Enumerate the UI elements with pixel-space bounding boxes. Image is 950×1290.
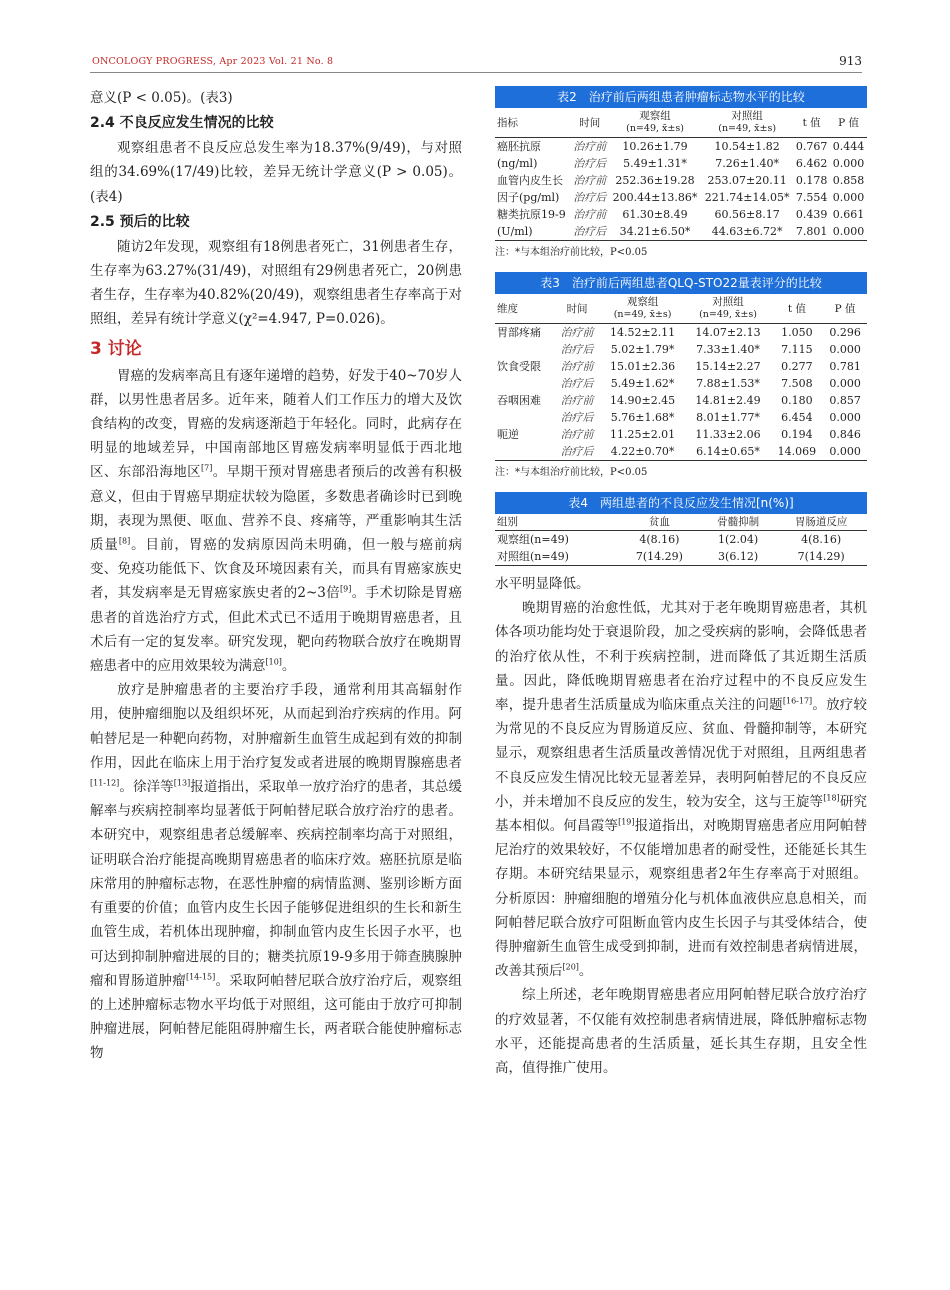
table-cell [495, 409, 554, 426]
table-cell: 5.02±1.79* [610, 343, 675, 356]
table-header: P 值 [823, 294, 867, 324]
table-header: 维度 [495, 294, 554, 324]
table-cell: 1(2.04) [718, 533, 759, 546]
conclusion-paragraph: 综上所述，老年晚期胃癌患者应用阿帕替尼联合放疗治疗的疗效显著，不仅能有效控制患者病情进展，降低肿瘤标志物水平，还能提高患者的生活质量，延长其生存期，且安全性高，值得推广使用。 [495, 987, 867, 1077]
citation: [7] [200, 463, 213, 473]
table-3-grid [495, 294, 867, 461]
table-4-caption: 表4 两组患者的不良反应发生情况[n(%)] [495, 492, 867, 514]
citation: [8] [118, 536, 131, 546]
table-cell: 0.858 [832, 174, 865, 187]
table-cell: 0.000 [829, 377, 861, 390]
table-cell: 14.07±2.13 [695, 326, 761, 339]
table-cell: 15.14±2.27 [695, 360, 761, 373]
table-header: 对照组 (n=49, x̄±s) [685, 294, 770, 324]
table-header: 观察组 (n=49, x̄±s) [600, 294, 685, 324]
table-header: P 值 [830, 108, 867, 138]
table-4-grid [495, 514, 867, 566]
table-2-note: 注：*与本组治疗前比较，P<0.05 [495, 247, 648, 258]
table-row [495, 375, 867, 392]
table-cell: 7.88±1.53* [696, 377, 760, 390]
paragraph-continued: 水平明显降低。 [495, 576, 590, 592]
table-cell: 6.454 [781, 411, 813, 424]
table-cell: 14.52±2.11 [609, 326, 676, 339]
table-header: 对照组 (n=49, x̄±s) [701, 108, 793, 138]
table-3-body [495, 324, 867, 461]
paragraph-continued: 意义(P < 0.05)。(表3) [90, 90, 233, 106]
table-cell: 60.56±8.17 [714, 208, 780, 221]
table-cell [495, 443, 554, 461]
table-cell: 5.49±1.62* [610, 377, 675, 390]
table-row [495, 206, 867, 223]
citation: [18] [823, 793, 840, 803]
citation: [19] [618, 817, 635, 827]
table-cell: 6.462 [795, 157, 828, 170]
table-row [495, 443, 867, 461]
table-cell [495, 375, 554, 392]
table-header: 指标 [495, 108, 571, 138]
citation: [16-17] [782, 696, 813, 706]
table-cell: 治疗前 [573, 140, 607, 153]
table-cell: 4(8.16) [639, 533, 680, 546]
table-cell: 0.000 [832, 191, 865, 204]
table-cell: 14.069 [771, 443, 823, 461]
section-2-5-text: 随访2年发现，观察组有18例患者死亡，31例患者生存，生存率为63.27%(31/49)，对照组有29例患者死亡，20例患者生存，生存率为40.82%(20/49)，观察组患者生存率高于对照组，差异有统计学意义(χ²=4.947, P=0.026)。 [90, 238, 462, 328]
table-cell: 0.194 [781, 428, 813, 441]
table-cell: 治疗前 [573, 208, 607, 221]
table-row [495, 155, 867, 172]
table-cell: 34.21±6.50* [609, 223, 701, 241]
table-header: 贫血 [618, 514, 701, 531]
table-header: 组别 [495, 514, 618, 531]
table-cell: 观察组(n=49) [497, 533, 569, 546]
table-cell: 血管内皮生长 [497, 174, 563, 187]
table-cell: 0.000 [832, 157, 865, 170]
table-cell: 7(14.29) [618, 548, 701, 566]
citation: [11-12] [90, 778, 120, 788]
table-cell: 治疗后 [573, 191, 607, 204]
table-cell: 253.07±20.11 [707, 174, 787, 187]
table-cell: 治疗前 [560, 326, 594, 339]
table-3-caption: 表3 治疗前后两组患者QLQ-STO22量表评分的比较 [495, 272, 867, 294]
table-row [495, 426, 867, 443]
table-cell: 0.178 [795, 174, 828, 187]
table-cell: 10.26±1.79 [622, 140, 688, 153]
table-cell: 癌胚抗原 [497, 140, 541, 153]
table-cell: 0.781 [829, 360, 861, 373]
table-cell: 0.444 [832, 140, 865, 153]
table-cell: 胃部疼痛 [497, 326, 541, 339]
table-cell: 1.050 [781, 326, 813, 339]
table-cell: 7.801 [793, 223, 830, 241]
table-cell: 治疗前 [560, 394, 594, 407]
table-header: 时间 [554, 294, 600, 324]
table-cell: 15.01±2.36 [609, 360, 676, 373]
section-3-title: 3 讨论 [90, 338, 142, 359]
table-row [495, 548, 867, 566]
table-cell: 治疗后 [560, 411, 594, 424]
table-cell: (ng/ml) [497, 157, 538, 170]
table-cell: 10.54±1.82 [714, 140, 780, 153]
table-2-grid [495, 108, 867, 241]
table-2 [495, 86, 867, 258]
left-column [90, 86, 462, 1066]
table-cell: 治疗前 [573, 174, 607, 187]
table-cell: 0.661 [832, 208, 865, 221]
table-cell: 0.767 [795, 140, 828, 153]
section-2-4-title: 2.4 不良反应发生情况的比较 [90, 115, 274, 132]
table-header: t 值 [793, 108, 830, 138]
table-header: 胃肠道反应 [775, 514, 867, 531]
section-2-5-title: 2.5 预后的比较 [90, 213, 190, 230]
table-cell: 治疗前 [560, 360, 594, 373]
table-header: 时间 [571, 108, 609, 138]
table-4 [495, 492, 867, 566]
table-header: 观察组 (n=49, x̄±s) [609, 108, 701, 138]
table-row [495, 358, 867, 375]
table-cell: 治疗后 [554, 443, 600, 461]
table-cell: 14.81±2.49 [695, 394, 761, 407]
table-cell: 0.439 [795, 208, 828, 221]
table-3-note: 注：*与本组治疗前比较，P<0.05 [495, 467, 648, 478]
table-cell: 0.000 [830, 223, 867, 241]
table-cell: 0.000 [823, 443, 867, 461]
table-cell: 对照组(n=49) [495, 548, 618, 566]
table-cell: 0.296 [829, 326, 861, 339]
table-cell: 6.14±0.65* [685, 443, 770, 461]
table-cell: 3(6.12) [701, 548, 776, 566]
citation: [10] [265, 657, 282, 667]
table-cell: 7.508 [781, 377, 813, 390]
table-row [495, 189, 867, 206]
table-row [495, 409, 867, 426]
section-2-4-text: 观察组患者不良反应总发生率为18.37%(9/49)，与对照组的34.69%(17/49)比较，差异无统计学意义(P > 0.05)。(表4) [90, 140, 462, 205]
table-header: 骨髓抑制 [701, 514, 776, 531]
table-row [495, 223, 867, 241]
table-row [495, 392, 867, 409]
table-row [495, 531, 867, 549]
table-cell: 7.115 [781, 343, 813, 356]
table-2-body [495, 138, 867, 241]
journal-header: ONCOLOGY PROGRESS, Apr 2023 Vol. 21 No. 8 [92, 56, 334, 67]
table-cell: 呃逆 [497, 428, 519, 441]
table-cell: 吞咽困难 [497, 394, 541, 407]
table-cell: 11.25±2.01 [609, 428, 676, 441]
table-cell: 糖类抗原19-9 [497, 208, 566, 221]
table-cell: 治疗后 [560, 343, 594, 356]
table-cell: 11.33±2.06 [695, 428, 761, 441]
table-cell: 44.63±6.72* [701, 223, 793, 241]
table-cell: 0.180 [781, 394, 813, 407]
table-3 [495, 272, 867, 478]
table-cell: 治疗后 [560, 377, 594, 390]
citation: [20] [562, 962, 579, 972]
citation: [9] [340, 584, 352, 594]
table-header: t 值 [771, 294, 823, 324]
table-cell: 7.554 [795, 191, 828, 204]
table-cell: 因子(pg/ml) [497, 191, 560, 204]
table-2-caption: 表2 治疗前后两组患者肿瘤标志物水平的比较 [495, 86, 867, 108]
table-cell: 0.277 [781, 360, 813, 373]
table-cell: 14.90±2.45 [609, 394, 676, 407]
table-cell: 5.49±1.31* [623, 157, 687, 170]
table-row [495, 138, 867, 156]
table-cell: 4(8.16) [801, 533, 842, 546]
table-cell [495, 341, 554, 358]
table-cell: 61.30±8.49 [622, 208, 688, 221]
discussion-paragraph-1: 胃癌的发病率高且有逐年递增的趋势，好发于40~70岁人群，以男性患者居多。近年来，随着人们工作压力的增大及饮食结构的改变，胃癌的发病逐渐趋于年轻化。同时，此病存在明显的地域差异，中国南部地区胃癌发病率明显低于西北地区、东部沿海地区[7]。早期干预对胃癌患者预后的改善有积极意义，但由于胃癌早期症状较为隐匿，多数患者确诊时已到晚期，表现为黑便、呕血、营养不良、疼痛等，严重影响其生活质量[8]。目前，胃癌的发病原因尚未明确，但一般与癌前病变、免疫功能低下、饮食及环境因素有关，而具有胃癌家族史者，其发病率是无胃癌家族史者的2~3倍[9]。手术切除是胃癌患者的首选治疗方式，但此术式已不适用于晚期胃癌患者，且术后有一定的复发率。研究发现，靶向药物联合放疗在晚期胃癌患者中的应用效果较为满意[10]。 [90, 367, 463, 675]
table-cell: 治疗后 [573, 157, 607, 170]
table-cell: 饮食受限 [497, 360, 541, 373]
table-cell: 7.26±1.40* [715, 157, 779, 170]
citation: [14-15] [185, 972, 216, 982]
table-cell: 5.76±1.68* [610, 411, 675, 424]
table-cell: 252.36±19.28 [615, 174, 695, 187]
table-row [495, 341, 867, 358]
table-cell: 治疗后 [571, 223, 609, 241]
table-cell: 4.22±0.70* [600, 443, 685, 461]
table-row [495, 172, 867, 189]
table-4-body [495, 531, 867, 566]
table-cell: 221.74±14.05* [704, 191, 790, 204]
table-cell: (U/ml) [495, 223, 571, 241]
table-cell: 200.44±13.86* [612, 191, 698, 204]
discussion-paragraph-2: 放疗是肿瘤患者的主要治疗手段，通常利用其高辐射作用，使肿瘤细胞以及组织坏死，从而起到治疗疾病的作用。阿帕替尼是一种靶向药物，对肿瘤新生血管生成起到有效的抑制作用，因此在临床上用于治疗复发或者进展的晚期胃腺癌患者[11-12]。徐洋等[13]报道指出，采取单一放疗治疗的患者，其总缓解率与疾病控制率均显著低于阿帕替尼联合放疗治疗的患者。本研究中，观察组患者总缓解率、疾病控制率均高于对照组，证明联合治疗能提高晚期胃癌患者的临床疗效。癌胚抗原是临床常用的肿瘤标志物，在恶性肿瘤的病情监测、鉴别诊断方面有重要的价值；血管内皮生长因子能够促进组织的生长和新生血管生成，若机体出现肿瘤，抑制血管内皮生长因子水平，也可达到抑制肿瘤进展的目的；糖类抗原19-9多用于筛查胰腺肿瘤和胃肠道肿瘤[14-15]。采取阿帕替尼联合放疗治疗后，观察组的上述肿瘤标志物水平均低于对照组，这可能由于放疗可抑制肿瘤进展，阿帕替尼能阻碍肿瘤生长，两者联合能使肿瘤标志物 [90, 682, 463, 1062]
table-cell: 0.000 [829, 411, 861, 424]
table-cell: 7.33±1.40* [696, 343, 760, 356]
discussion-paragraph-3: 晚期胃癌的治愈性低，尤其对于老年晚期胃癌患者，其机体各项功能均处于衰退阶段，加之受疾病的影响，会降低患者的治疗依从性，不利于疾病控制，进而降低了其近期生活质量。因此，降低晚期胃癌患者在治疗过程中的不良反应发生率，提升患者生活质量成为临床重点关注的问题[16-17]。放疗较为常见的不良反应为胃肠道反应、贫血、骨髓抑制等，本研究显示，观察组患者生活质量改善情况优于对照组，且两组患者不良反应发生情况比较无显著差异，表明阿帕替尼的不良反应小，并未增加不良反应的发生，较为安全，这与王旋等[18]研究基本相似。何昌霞等[19]报道指出，对晚期胃癌患者应用阿帕替尼治疗的效果较好，不仅能增加患者的耐受性，还能延长其生存期。本研究结果显示，观察组患者2年生存率高于对照组。分析原因：肿瘤细胞的增殖分化与机体血液供应息息相关，而阿帕替尼联合放疗可阻断血管内皮生长因子与其受体结合，使得肿瘤新生血管生成受到抑制，进而有效控制患者病情进展，改善其预后[20]。 [495, 600, 868, 980]
citation: [13] [173, 778, 191, 788]
table-cell: 治疗前 [560, 428, 594, 441]
table-cell: 0.857 [829, 394, 861, 407]
table-cell: 0.000 [829, 343, 861, 356]
page-number: 913 [839, 54, 862, 68]
table-cell: 7(14.29) [775, 548, 867, 566]
table-cell: 8.01±1.77* [696, 411, 760, 424]
table-row [495, 324, 867, 342]
header-rule [90, 72, 862, 73]
table-cell: 0.846 [829, 428, 861, 441]
right-column [495, 86, 867, 1080]
